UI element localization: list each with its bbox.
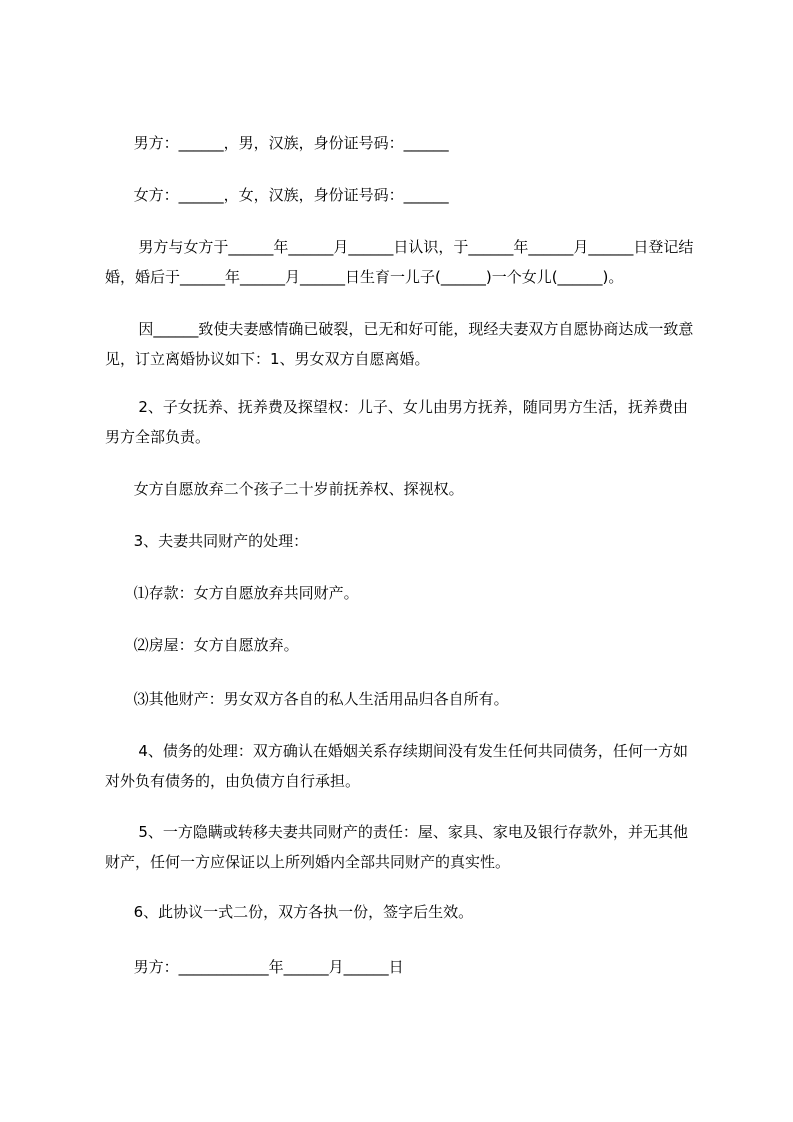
property-other-item: ⑶其他财产：男女双方各自的私人生活用品归各自所有。: [105, 690, 509, 708]
concealment-clause: 5、一方隐瞒或转移夫妻共同财产的责任：屋、家具、家电及银行存款外，并无其他财产，任何一方应保证以上所列婚内全部共同财产的真实性。: [105, 823, 688, 871]
copies-clause: 6、此协议一式二份，双方各执一份，签字后生效。: [105, 903, 474, 921]
custody-waiver-clause: 女方自愿放弃二个孩子二十岁前抚养权、探视权。: [105, 480, 464, 498]
property-heading: 3、夫妻共同财产的处理：: [105, 532, 309, 550]
signature-line: 男方：____________年______月______日: [105, 958, 404, 976]
party-female-line: 女方：______，女，汉族，身份证号码：______: [105, 186, 449, 204]
divorce-reason-paragraph: 因______致使夫妻感情确已破裂，已无和好可能，现经夫妻双方自愿协商达成一致意见，订立离婚协议如下：1、男女双方自愿离婚。: [105, 320, 694, 368]
property-house-item: ⑵房屋：女方自愿放弃。: [105, 636, 299, 654]
marriage-history-paragraph: 男方与女方于______年______月______日认识，于______年______月______日登记结婚，婚后于______年______月______日生育一儿子(______)一个女儿(______)。: [105, 238, 694, 286]
custody-clause: 2、子女抚养、抚养费及探望权：儿子、女儿由男方抚养，随同男方生活，抚养费由男方全部负责。: [105, 398, 688, 446]
party-male-line: 男方：______，男，汉族，身份证号码：______: [105, 134, 449, 152]
property-deposits-item: ⑴存款：女方自愿放弃共同财产。: [105, 584, 359, 602]
debt-clause: 4、债务的处理：双方确认在婚姻关系存续期间没有发生任何共同债务，任何一方如对外负有债务的，由负债方自行承担。: [105, 742, 688, 790]
